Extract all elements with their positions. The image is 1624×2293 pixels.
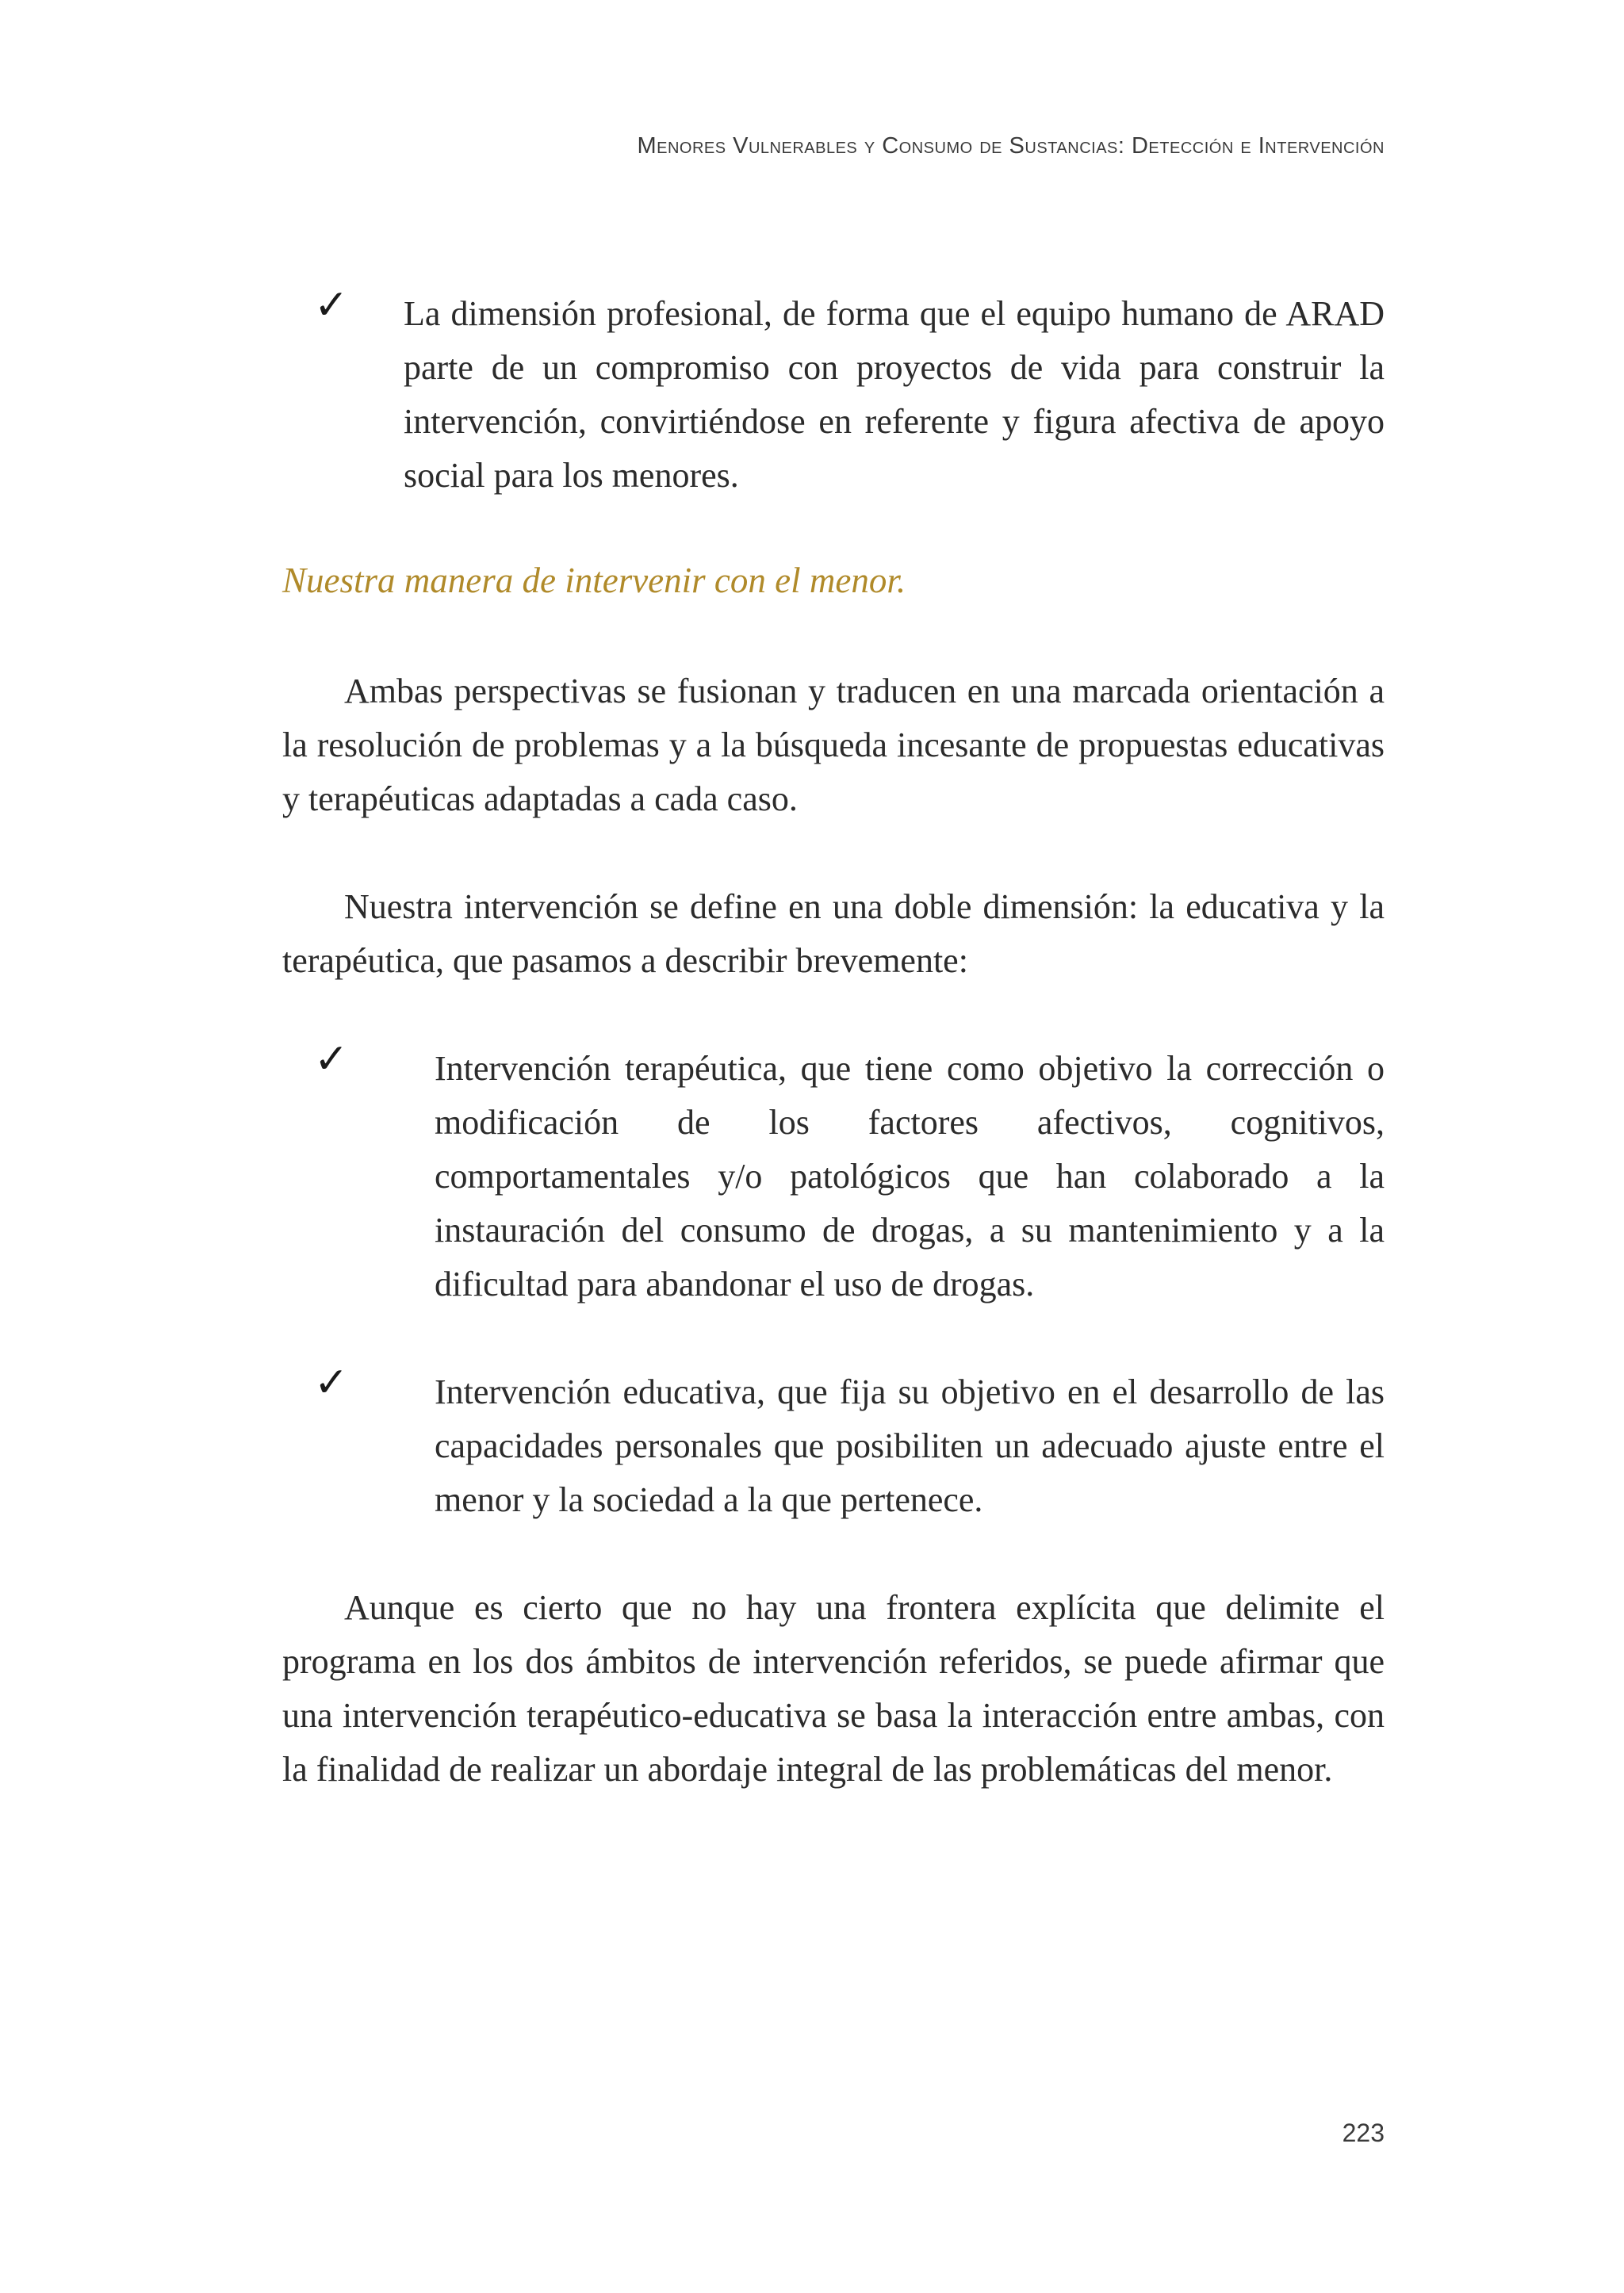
page-number: 223 (1342, 2119, 1385, 2147)
check-mark-icon: ✓ (314, 1035, 349, 1083)
running-header: Menores Vulnerables y Consumo de Sustancias: Detección e Intervención (637, 133, 1385, 159)
paragraph-perspectives: Ambas perspectivas se fusionan y traducen en una marcada orientación a la resolución de problemas y a la búsqueda incesante de propuestas educativas y terapéuticas adaptadas a cada caso. (282, 672, 1385, 818)
check-mark-icon: ✓ (314, 281, 349, 329)
paragraph-frontier: Aunque es cierto que no hay una frontera explícita que delimite el programa en los dos ámbitos de intervención referidos, se puede afirmar que una intervención terapéutico-educativa se basa la interacción entre ambas, con la finalidad de realizar un abordaje integral de las problemáticas del menor. (282, 1588, 1385, 1789)
bullet-text-therapeutic: Intervención terapéutica, que tiene como objetivo la corrección o modificación de los factores afectivos, cognitivos, comportamentales y/o patológicos que han colaborado a la instauración del consumo de drogas, a su mantenimiento y a la dificultad para abandonar el uso de drogas. (435, 1049, 1385, 1303)
section-heading: Nuestra manera de intervenir con el menor. (282, 561, 906, 600)
bullet-text-educational: Intervención educativa, que fija su objetivo en el desarrollo de las capacidades personales que posibiliten un adecuado ajuste entre el menor y la sociedad a la que pertenece. (435, 1372, 1385, 1519)
check-mark-icon: ✓ (314, 1359, 349, 1407)
paragraph-double-dimension: Nuestra intervención se define en una doble dimensión: la educativa y la terapéutica, que pasamos a describir brevemente: (282, 887, 1385, 980)
bullet-text-professional-dimension: La dimensión profesional, de forma que el equipo humano de ARAD parte de un compromiso con proyectos de vida para construir la intervención, convirtiéndose en referente y figura afectiva de apoyo social para los menores. (404, 294, 1385, 495)
